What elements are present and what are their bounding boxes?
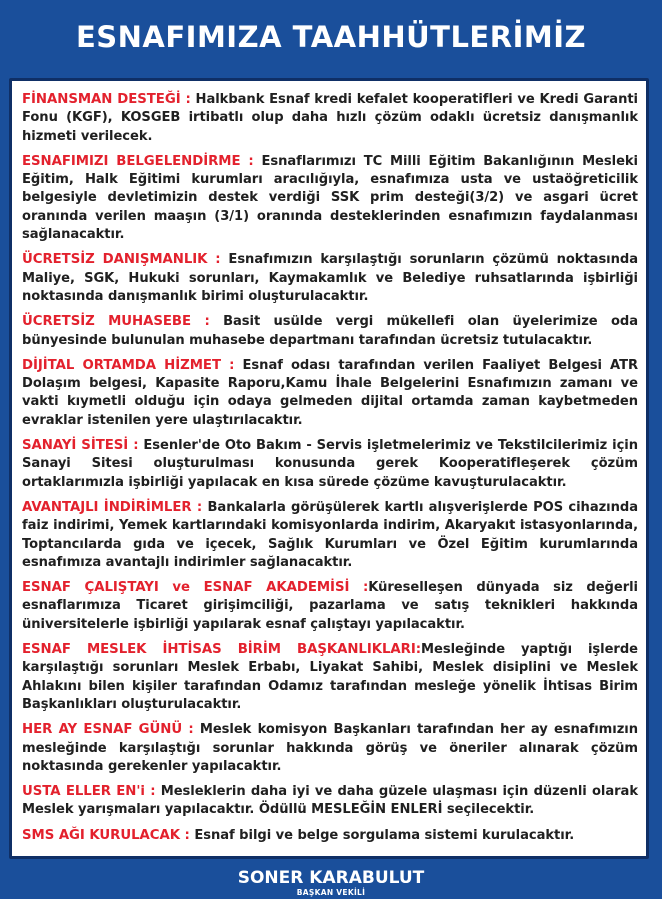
commitment-text: Esnafımızın karşılaştığı sorunların çözümü noktasında Maliye, SGK, Hukuki sorunları, Kaymakamlık ve Belediye ruhsatlarında işbirliği noktasında danışmanlık birimi oluşturulacaktır.	[22, 252, 639, 304]
commitment-item-workshop	[22, 579, 638, 634]
header-banner	[0, 0, 662, 74]
commitment-title: ESNAFIMIZI BELGELENDİRME :	[22, 153, 254, 169]
commitment-title: USTA ELLER EN'i :	[22, 784, 156, 800]
commitment-item-master-hands	[22, 783, 638, 820]
commitment-title: ESNAF ÇALIŞTAYI ve ESNAF AKADEMİSİ :	[22, 580, 369, 596]
commitment-text: Mesleklerin daha iyi ve daha güzele ulaşması için düzenli olarak Meslek yarışmaları yapılacaktır. Ödüllü MESLEĞİN ENLERİ seçilecektir.	[22, 784, 638, 818]
commitment-title: DİJİTAL ORTAMDA HİZMET :	[22, 357, 235, 373]
commitment-text: Halkbank Esnaf kredi kefalet kooperatifleri ve Kredi Garanti Fonu (KGF), KOSGEB irtibatlı olup daha hızlı çözüm odaklı ücretsiz danışmanlık hizmeti verilecek.	[22, 92, 638, 144]
commitment-item-digital	[22, 357, 638, 430]
commitment-item-expertise-units	[22, 641, 638, 714]
commitment-item-discounts	[22, 499, 638, 572]
commitment-text: Basit usülde vergi mükellefi olan üyelerimize oda bünyesinde bulunulan muhasebe departmanı tarafından ücretsiz tutulacaktır.	[22, 314, 638, 348]
commitment-item-industrial-site	[22, 437, 638, 492]
commitment-item-certification	[22, 153, 638, 244]
commitment-text: Meslek komisyon Başkanları tarafından her ay esnafımızın mesleğinde karşılaştığı sorunlar hakkında görüş ve öneriler alınarak çözüm noktasında gerekenler yapılacaktır.	[22, 722, 638, 774]
signatory-name: SONER KARABULUT	[237, 868, 425, 888]
signatory-role: BAŞKAN VEKİLİ	[296, 888, 366, 897]
commitment-title: ÜCRETSİZ DANIŞMANLIK :	[22, 252, 221, 268]
commitment-text: Mesleğinde yaptığı işlerde karşılaştığı sorunları Meslek Erbabı, Liyakat Sahibi, Meslek disiplini ve Meslek Ahlakını bilen kişiler tarafından Odamız tarafından mesleğe yönelik İhtisas Birim Başkanlıkları oluşturulacaktır.	[22, 642, 638, 712]
commitment-text: Esnaf odası tarafından verilen Faaliyet Belgesi ATR Dolaşım belgesi, Kapasite Raporu,Kamu İhale Belgelerini Esnafımızın zamanı ve vakti kıymetli olduğu için odaya gelmeden dijital ortamda zaman kaybetmeden evraklar istenilen yere ulaştırılacaktır.	[22, 357, 638, 428]
commitment-text: Esnaflarımızı TC Milli Eğitim Bakanlığının Mesleki Eğitim, Halk Eğitimi kurumları aracılığıyla, esnafımıza usta ve ustaöğreticilik belgesiyle devletimizin destek verdiği SSK prim desteği(3/2) ve asgari ücret oranında verilen maaşın (3/1) oranında desteklerinden esnafımızın faydalanması sağlanacaktır.	[22, 153, 638, 243]
commitment-text: Esnaf bilgi ve belge sorgulama sistemi kurulacaktır.	[189, 827, 575, 843]
commitment-text: Esenler'de Oto Bakım - Servis işletmelerimiz ve Tekstilcilerimiz için Sanayi Sitesi oluşturulması konusunda gerek Kooperatifleşerek çözüm ortaklarımızla işbirliği yapılacak en kısa sürede çözüme kavuşturulacaktır.	[22, 438, 638, 490]
commitment-text: Küreselleşen dünyada siz değerli esnaflarımıza Ticaret girişimciliği, pazarlama ve satış teknikleri hakkında üniversitelerle işbirliği yapılarak esnaf çalıştayı yapılacaktır.	[22, 580, 638, 632]
commitment-item-monthly-day	[22, 721, 638, 776]
commitment-title: SMS AĞI KURULACAK :	[22, 827, 190, 843]
commitment-item-financing	[22, 91, 638, 146]
commitments-panel	[9, 78, 649, 859]
commitment-title: HER AY ESNAF GÜNÜ :	[22, 722, 194, 738]
commitment-title: ÜCRETSİZ MUHASEBE :	[22, 314, 210, 330]
commitment-title: SANAYİ SİTESİ :	[22, 438, 139, 454]
commitment-text: Bankalarla görüşülerek kartlı alışverişlerde POS cihazında faiz indirimi, Yemek kartlarındaki komisyonlarda indirim, Akaryakıt istasyonlarında, Toptancılarda gıda ve içecek, Sağlık Kurumları ve Özel Eğitim kurumlarında esnafımıza avantajlı indirimler sağlanacaktır.	[22, 499, 638, 570]
commitment-title: ESNAF MESLEK İHTİSAS BİRİM BAŞKANLIKLARI:	[22, 642, 422, 658]
commitment-title: AVANTAJLI İNDİRİMLER :	[22, 499, 203, 515]
commitment-item-consulting	[22, 251, 638, 306]
commitment-item-sms	[22, 827, 638, 845]
page-title: ESNAFIMIZA TAAHHÜTLERİMİZ	[75, 20, 587, 54]
commitment-item-accounting	[22, 313, 638, 350]
commitment-title: FİNANSMAN DESTEĞİ :	[22, 92, 191, 107]
signature-footer	[0, 862, 662, 899]
